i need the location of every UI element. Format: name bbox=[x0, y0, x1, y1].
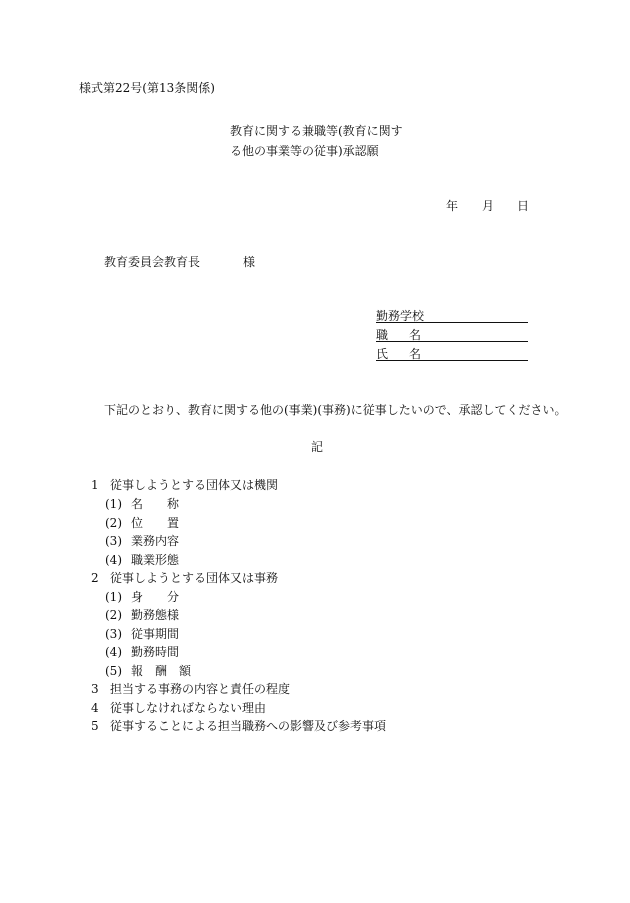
item-2-sub-3-number: (3) bbox=[105, 627, 122, 641]
item-1-sub-3-text: 業務内容 bbox=[131, 534, 180, 548]
item-1-sub-4-number: (4) bbox=[105, 553, 122, 567]
item-1-sub-4-text: 職業形態 bbox=[131, 553, 180, 567]
title-line-1: 教育に関する兼職等(教育に関す bbox=[230, 124, 403, 138]
item-1-number: 1 bbox=[91, 478, 99, 492]
item-1-sub-2-char-1: 位 bbox=[131, 516, 144, 530]
item-2-sub-1-char-2: 分 bbox=[167, 590, 180, 604]
item-1-text: 従事しようとする団体又は機関 bbox=[110, 478, 279, 492]
item-4-number: 4 bbox=[91, 701, 99, 715]
position-label-char-2: 名 bbox=[409, 328, 422, 342]
date-month: 月 bbox=[482, 199, 495, 213]
position-underline bbox=[376, 341, 528, 342]
name-label-char-1: 氏 bbox=[376, 347, 389, 361]
item-2-text: 従事しようとする団体又は事務 bbox=[110, 571, 279, 585]
date-year: 年 bbox=[446, 199, 459, 213]
item-1-sub-1-char-1: 名 bbox=[131, 497, 144, 511]
item-5-text: 従事することによる担当職務への影響及び参考事項 bbox=[110, 719, 387, 733]
item-2-sub-1-number: (1) bbox=[105, 590, 122, 604]
item-5-number: 5 bbox=[91, 719, 99, 733]
item-2-sub-1-char-1: 身 bbox=[131, 590, 144, 604]
item-2-sub-5-number: (5) bbox=[105, 664, 122, 678]
item-2-sub-5-char-2: 酬 bbox=[155, 664, 168, 678]
addressee-honorific: 様 bbox=[243, 255, 256, 269]
item-2-sub-2-number: (2) bbox=[105, 608, 122, 622]
item-2-sub-5-char-1: 報 bbox=[131, 664, 144, 678]
item-3-number: 3 bbox=[91, 682, 99, 696]
addressee-name: 教育委員会教育長 bbox=[104, 255, 201, 269]
item-1-sub-1-char-2: 称 bbox=[167, 497, 180, 511]
item-1-sub-1-number: (1) bbox=[105, 497, 122, 511]
position-label-char-1: 職 bbox=[376, 328, 389, 342]
item-2-sub-4-number: (4) bbox=[105, 645, 122, 659]
name-label-char-2: 名 bbox=[409, 347, 422, 361]
item-1-sub-3-number: (3) bbox=[105, 534, 122, 548]
ki-heading: 記 bbox=[311, 440, 324, 454]
item-2-number: 2 bbox=[91, 571, 99, 585]
item-3-text: 担当する事務の内容と責任の程度 bbox=[110, 682, 291, 696]
item-2-sub-3-text: 従事期間 bbox=[131, 627, 180, 641]
item-2-sub-5-char-3: 額 bbox=[179, 664, 192, 678]
school-label: 勤務学校 bbox=[376, 309, 425, 323]
item-1-sub-2-char-2: 置 bbox=[167, 516, 180, 530]
item-1-sub-2-number: (2) bbox=[105, 516, 122, 530]
name-underline bbox=[376, 360, 528, 361]
title-line-2: る他の事業等の従事)承認願 bbox=[230, 144, 379, 158]
item-2-sub-4-text: 勤務時間 bbox=[131, 645, 180, 659]
form-number: 様式第22号(第13条関係) bbox=[79, 81, 215, 95]
item-4-text: 従事しなければならない理由 bbox=[110, 701, 267, 715]
school-underline bbox=[376, 322, 528, 323]
date-day: 日 bbox=[517, 199, 530, 213]
request-text: 下記のとおり、教育に関する他の(事業)(事務)に従事したいので、承認してください。 bbox=[104, 403, 567, 417]
item-2-sub-2-text: 勤務態様 bbox=[131, 608, 180, 622]
